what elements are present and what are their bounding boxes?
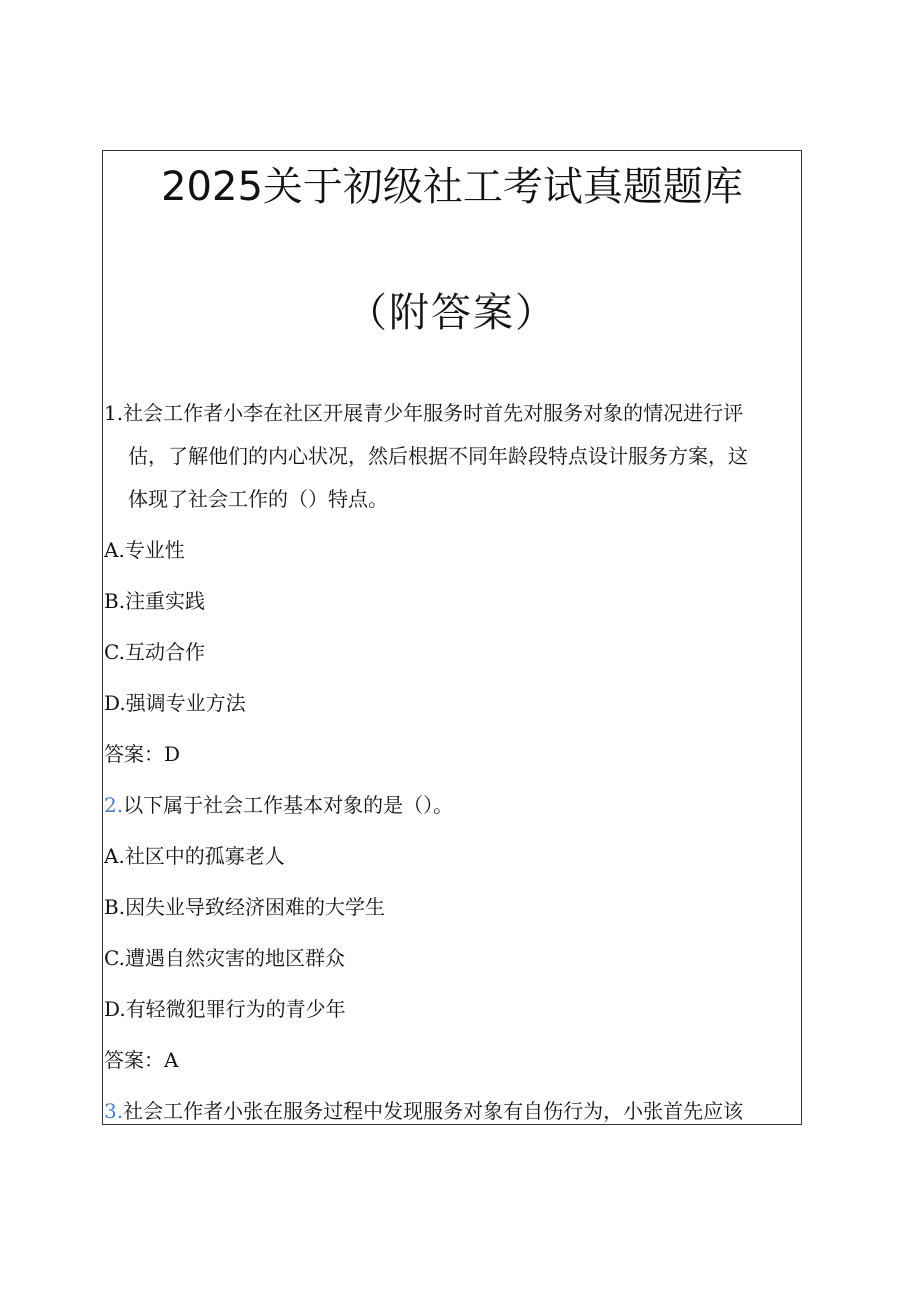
option-label: B. [104, 589, 126, 613]
question-2-number: 2. [104, 793, 124, 817]
option-label: D. [104, 997, 126, 1021]
question-1-number: 1. [104, 401, 124, 425]
question-1-option-c [104, 637, 205, 667]
question-1-option-a [104, 535, 185, 565]
question-1-line-3: 体现了社会工作的（）特点。 [128, 487, 388, 511]
question-1-line-1 [104, 398, 743, 428]
answer-value: A [164, 1048, 179, 1072]
question-1-option-b [104, 586, 205, 616]
question-2-line-1 [104, 790, 453, 820]
question-3-line-1 [104, 1096, 743, 1125]
document-subtitle: （附答案） [347, 290, 557, 336]
answer-label: 答案： [104, 1048, 164, 1072]
document-title: 2025关于初级社工考试真题题库 [161, 164, 743, 210]
question-2-text: 以下属于社会工作基本对象的是（）。 [123, 793, 454, 817]
option-text: 强调专业方法 [125, 691, 246, 715]
option-label: A. [104, 844, 125, 868]
option-label: D. [104, 691, 126, 715]
question-2-option-a [104, 841, 285, 871]
option-text: 社区中的孤寡老人 [124, 844, 285, 868]
option-text: 注重实践 [125, 589, 206, 613]
question-2-option-d [104, 994, 346, 1024]
question-2-answer [104, 1045, 178, 1075]
question-1-option-d [104, 688, 246, 718]
answer-value: D [164, 742, 181, 766]
question-2-option-b [104, 892, 385, 922]
option-label: A. [104, 538, 125, 562]
question-3-number: 3. [104, 1099, 124, 1123]
question-1-text: 社会工作者小李在社区开展青少年服务时首先对服务对象的情况进行评 [123, 401, 744, 425]
option-text: 专业性 [124, 538, 185, 562]
option-text: 互动合作 [124, 640, 205, 664]
question-2-option-c [104, 943, 345, 973]
document-page [102, 150, 802, 1125]
question-1-line-2: 估，了解他们的内心状况，然后根据不同年龄段特点设计服务方案，这 [128, 444, 748, 468]
option-label: C. [104, 640, 125, 664]
option-label: C. [104, 946, 125, 970]
option-text: 因失业导致经济困难的大学生 [125, 895, 386, 919]
answer-label: 答案： [104, 742, 164, 766]
question-3-text: 社会工作者小张在服务过程中发现服务对象有自伤行为，小张首先应该 [123, 1099, 744, 1123]
question-1-answer [104, 739, 180, 769]
option-text: 有轻微犯罪行为的青少年 [125, 997, 346, 1021]
option-label: B. [104, 895, 126, 919]
option-text: 遭遇自然灾害的地区群众 [124, 946, 345, 970]
